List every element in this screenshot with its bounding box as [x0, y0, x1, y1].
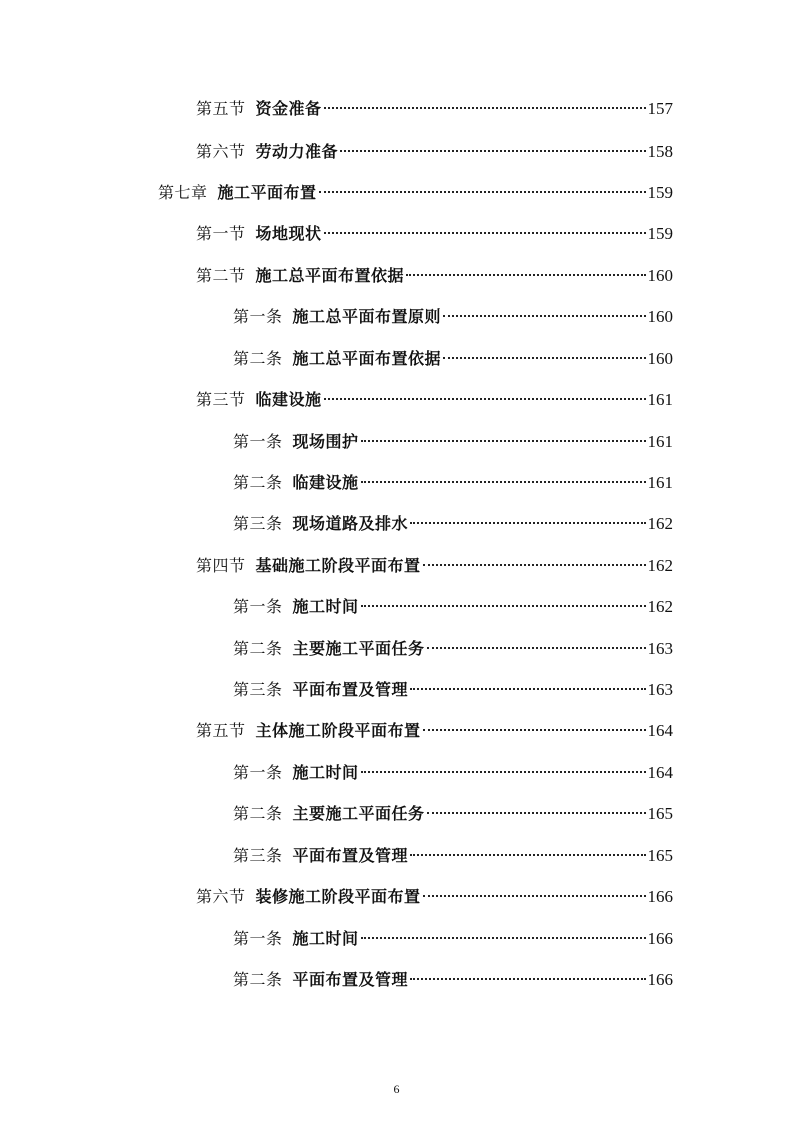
toc-entry-title: 临建设施 [292, 473, 359, 492]
toc-entry-label: 第三条 [233, 680, 283, 699]
toc-entry-label: 第二条 [233, 473, 283, 492]
toc-entry-label: 第一条 [233, 307, 283, 326]
toc-entry-page: 160 [647, 307, 673, 326]
dot-leader [324, 398, 646, 400]
toc-entry[interactable] [196, 885, 673, 909]
toc-entry-title: 临建设施 [255, 390, 322, 409]
toc-entry[interactable] [233, 512, 673, 536]
dot-leader [410, 522, 645, 524]
dot-leader [406, 274, 645, 276]
toc-entry[interactable] [233, 968, 673, 992]
toc-entry[interactable] [233, 347, 673, 371]
toc-entry-page: 160 [647, 266, 673, 285]
toc-entry-label: 第四节 [196, 556, 246, 575]
dot-leader [361, 481, 646, 483]
toc-entry-page: 166 [647, 970, 673, 989]
toc-entry[interactable] [196, 140, 673, 164]
toc-entry-label: 第二条 [233, 804, 283, 823]
toc-entry-page: 165 [647, 846, 673, 865]
toc-entry-page: 164 [647, 721, 673, 740]
toc-entry-title: 施工时间 [292, 597, 359, 616]
toc-entry-page: 162 [647, 597, 673, 616]
dot-leader [427, 812, 646, 814]
toc-entry-label: 第六节 [196, 142, 246, 161]
toc-entry-title: 装修施工阶段平面布置 [255, 887, 421, 906]
toc-entry[interactable] [233, 761, 673, 785]
toc-entry-title: 施工平面布置 [217, 183, 317, 202]
toc-entry[interactable] [233, 595, 673, 619]
dot-leader [410, 854, 645, 856]
toc-entry-page: 161 [647, 390, 673, 409]
toc-entry-page: 166 [647, 929, 673, 948]
toc-entry-page: 159 [647, 183, 673, 202]
toc-entry[interactable] [196, 554, 673, 578]
toc-entry-label: 第六节 [196, 887, 246, 906]
toc-entry-page: 163 [647, 639, 673, 658]
toc-entry-label: 第二节 [196, 266, 246, 285]
toc-entry[interactable] [158, 181, 673, 205]
toc-entry-label: 第七章 [158, 183, 208, 202]
toc-entry-label: 第二条 [233, 639, 283, 658]
toc-entry-page: 158 [647, 142, 673, 161]
toc-entry[interactable] [233, 678, 673, 702]
toc-entry-title: 平面布置及管理 [292, 846, 409, 865]
toc-entry-label: 第三条 [233, 514, 283, 533]
toc-entry-title: 资金准备 [255, 99, 322, 118]
toc-entry-title: 现场围护 [292, 432, 359, 451]
toc-entry-label: 第一节 [196, 224, 246, 243]
toc-entry-page: 162 [647, 514, 673, 533]
toc-entry-page: 163 [647, 680, 673, 699]
toc-entry[interactable] [233, 471, 673, 495]
toc-entry-page: 161 [647, 432, 673, 451]
dot-leader [443, 357, 645, 359]
toc-entry-page: 166 [647, 887, 673, 906]
toc-entry-page: 160 [647, 349, 673, 368]
toc-entry-title: 平面布置及管理 [292, 970, 409, 989]
dot-leader [361, 605, 646, 607]
toc-entry-page: 162 [647, 556, 673, 575]
toc-entry[interactable] [233, 637, 673, 661]
toc-entry-label: 第三节 [196, 390, 246, 409]
dot-leader [423, 729, 646, 731]
toc-entry-page: 161 [647, 473, 673, 492]
toc-entry-label: 第五节 [196, 99, 246, 118]
dot-leader [361, 440, 646, 442]
toc-entry[interactable] [233, 430, 673, 454]
toc-entry[interactable] [233, 802, 673, 826]
toc-entry-title: 主要施工平面任务 [292, 804, 425, 823]
toc-entry[interactable] [196, 222, 673, 246]
toc-entry-label: 第二条 [233, 349, 283, 368]
dot-leader [319, 191, 646, 193]
toc-entry-title: 施工时间 [292, 929, 359, 948]
dot-leader [361, 771, 646, 773]
toc-entry-title: 主体施工阶段平面布置 [255, 721, 421, 740]
toc-entry-title: 平面布置及管理 [292, 680, 409, 699]
toc-entry[interactable] [196, 719, 673, 743]
toc-entry[interactable] [196, 97, 673, 121]
toc-entry[interactable] [233, 844, 673, 868]
dot-leader [410, 688, 645, 690]
dot-leader [423, 895, 646, 897]
toc-entry-page: 165 [647, 804, 673, 823]
toc-entry[interactable] [233, 927, 673, 951]
dot-leader [443, 315, 645, 317]
toc-entry-label: 第五节 [196, 721, 246, 740]
dot-leader [324, 232, 646, 234]
toc-entry-title: 主要施工平面任务 [292, 639, 425, 658]
toc-entry[interactable] [233, 305, 673, 329]
page-number: 6 [393, 1082, 400, 1096]
dot-leader [423, 564, 646, 566]
toc-entry-label: 第一条 [233, 597, 283, 616]
toc-entry-label: 第三条 [233, 846, 283, 865]
toc-entry-title: 施工总平面布置依据 [255, 266, 405, 285]
dot-leader [427, 647, 646, 649]
toc-entry-label: 第二条 [233, 970, 283, 989]
toc-entry-title: 场地现状 [255, 224, 322, 243]
toc-entry-title: 施工总平面布置原则 [292, 307, 442, 326]
toc-entry-page: 164 [647, 763, 673, 782]
toc-entry-page: 157 [647, 99, 673, 118]
toc-entry[interactable] [196, 264, 673, 288]
toc-entry-title: 基础施工阶段平面布置 [255, 556, 421, 575]
toc-entry-title: 施工总平面布置依据 [292, 349, 442, 368]
dot-leader [361, 937, 646, 939]
dot-leader [340, 150, 645, 152]
toc-entry-label: 第一条 [233, 929, 283, 948]
toc-entry-page: 159 [647, 224, 673, 243]
toc-entry-label: 第一条 [233, 763, 283, 782]
toc-entry[interactable] [196, 388, 673, 412]
dot-leader [410, 978, 645, 980]
dot-leader [324, 107, 646, 109]
toc-entry-label: 第一条 [233, 432, 283, 451]
toc-entry-title: 施工时间 [292, 763, 359, 782]
toc-entry-title: 劳动力准备 [255, 142, 339, 161]
toc-entry-title: 现场道路及排水 [292, 514, 409, 533]
